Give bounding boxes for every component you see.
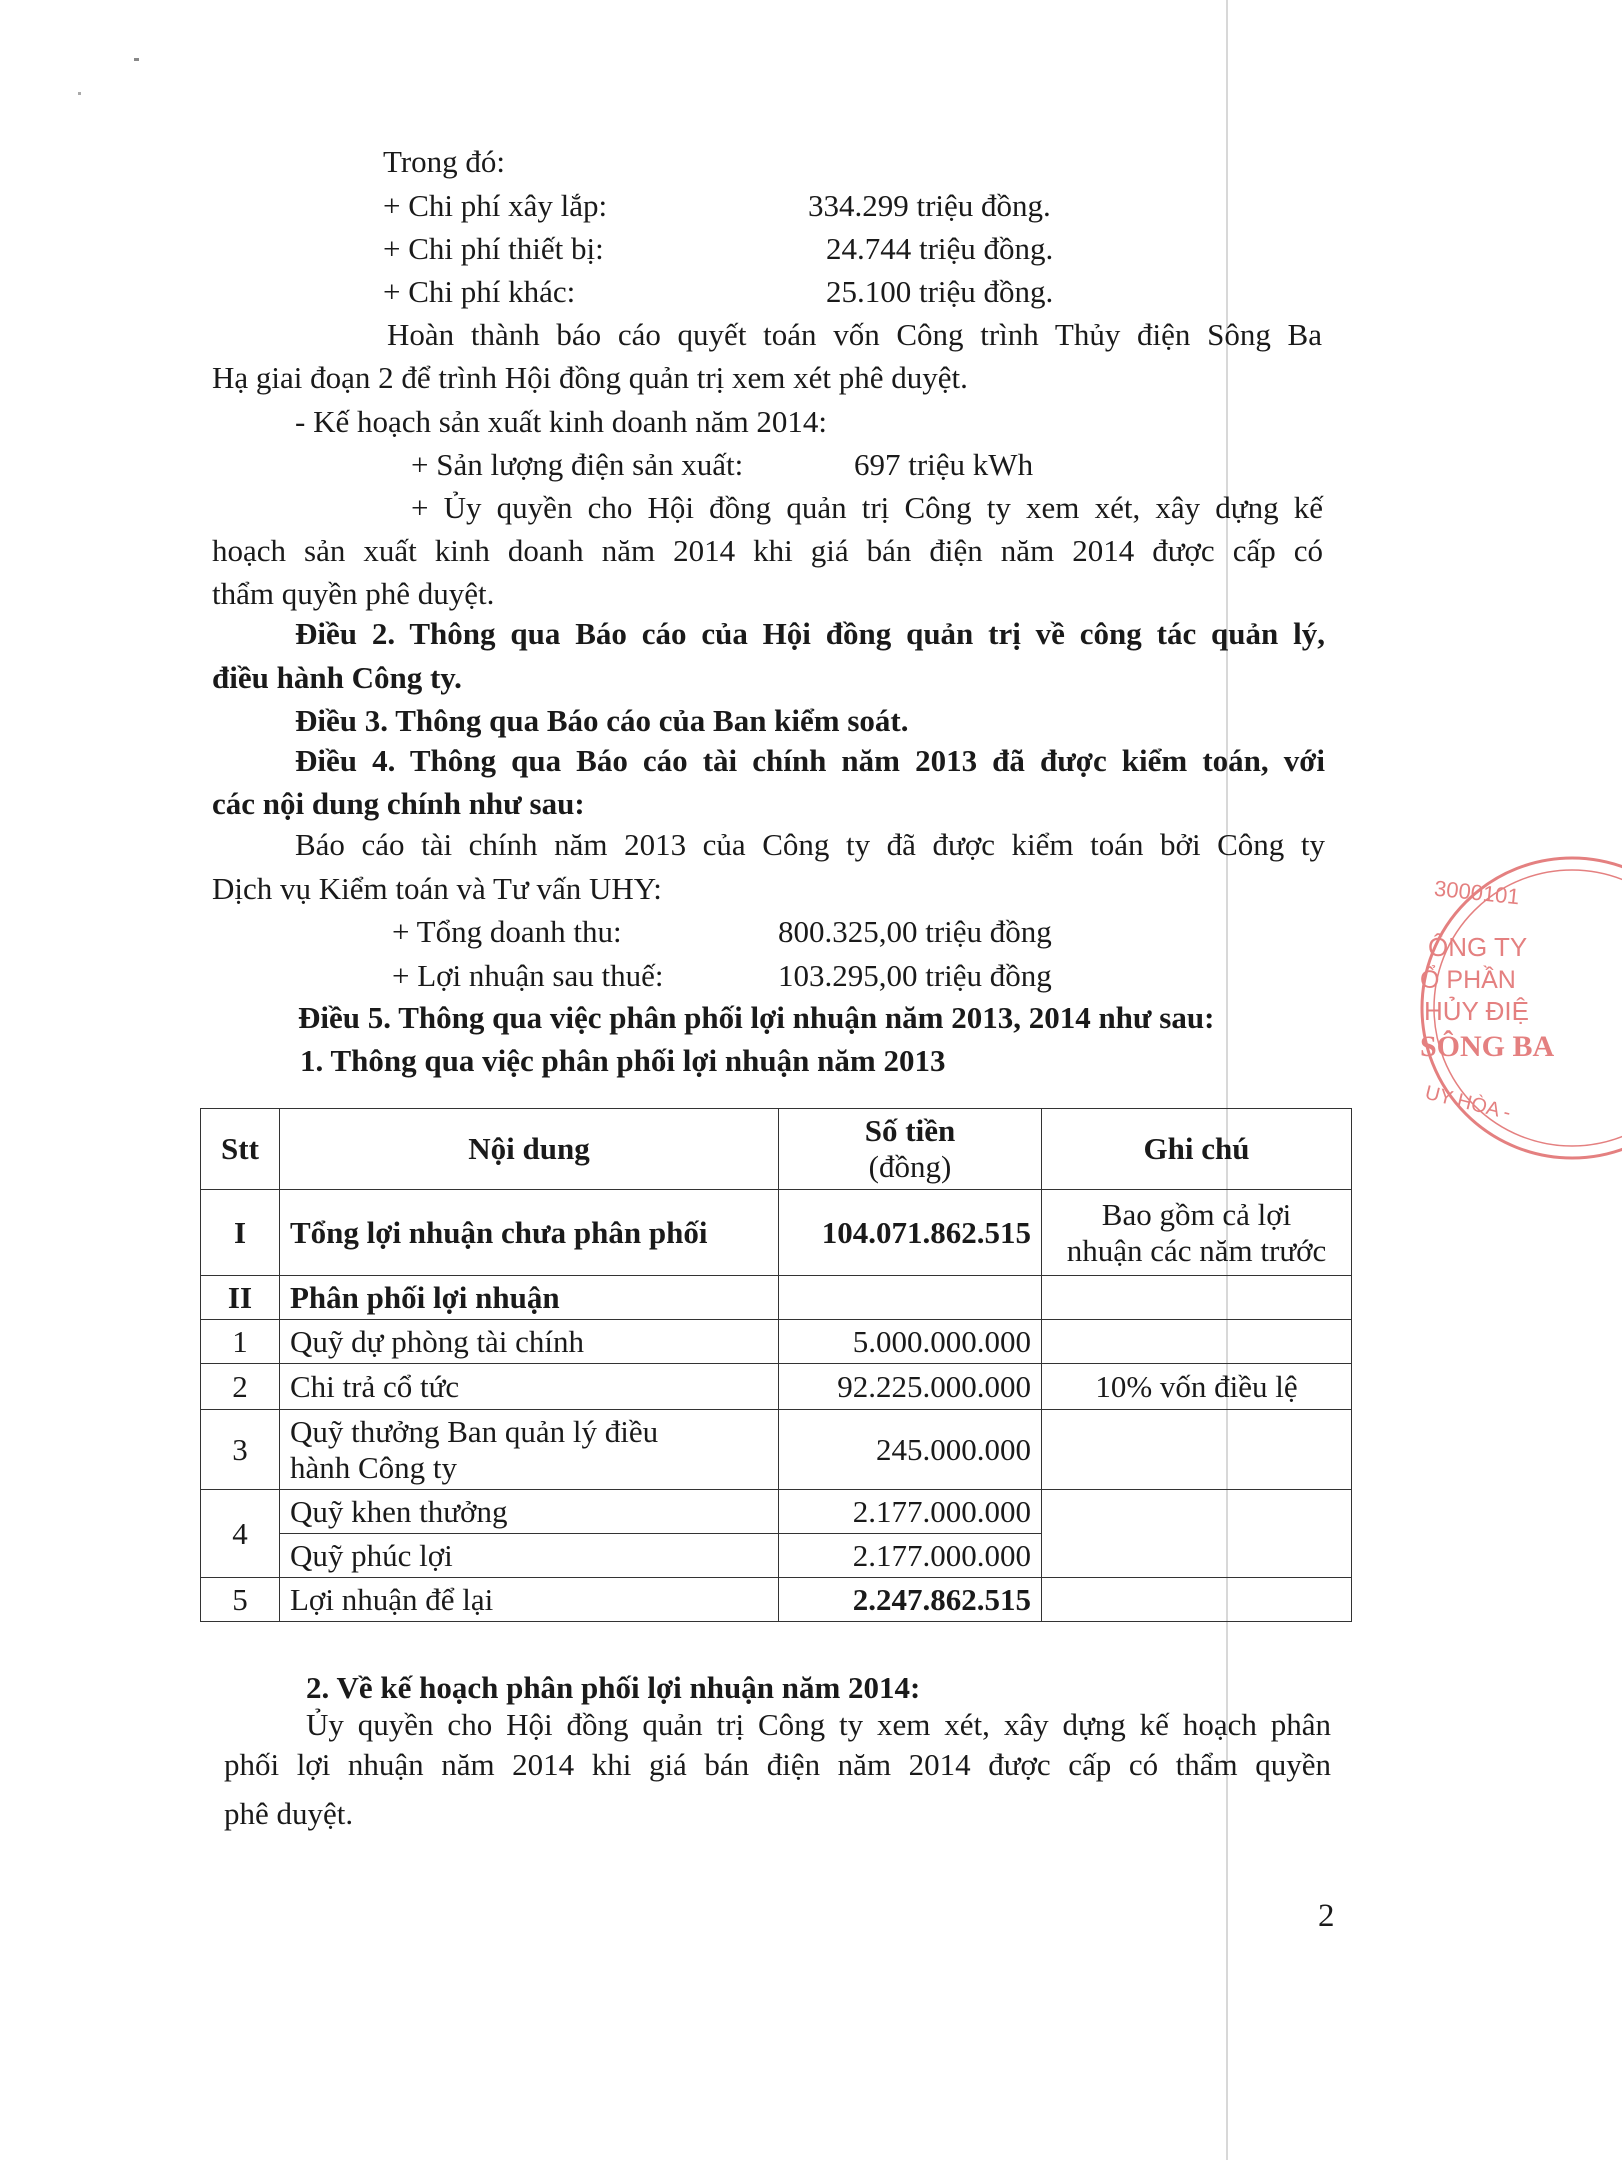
table-row (201, 1190, 1352, 1276)
section-2-heading: 2. Về kế hoạch phân phối lợi nhuận năm 2014: (306, 1670, 921, 1705)
seal-location: UY HÒA - (1422, 1081, 1513, 1125)
cell-ghi-chu (1042, 1190, 1352, 1276)
cell-ghi-chu (1042, 1276, 1352, 1320)
header-so-tien-line1: Số tiền (864, 1113, 956, 1148)
cell-stt: 2 (201, 1364, 280, 1410)
cost-equipment-value: 24.744 triệu đồng. (826, 231, 1054, 266)
article-2-line: Điều 2. Thông qua Báo cáo của Hội đồng quản trị về công tác quản lý, (295, 616, 1325, 651)
authorization-line: hoạch sản xuất kinh doanh năm 2014 khi giá bán điện năm 2014 được cấp có (212, 533, 1323, 568)
cell-so-tien: 2.177.000.000 (779, 1534, 1042, 1578)
seal-text: HỦY ĐIỆ (1424, 996, 1529, 1026)
cell-ghi-chu (1042, 1410, 1352, 1490)
page-number: 2 (1318, 1898, 1335, 1934)
cell-noi-dung (280, 1410, 779, 1490)
header-ghi-chu: Ghi chú (1042, 1109, 1352, 1190)
cell-noi-dung: Quỹ phúc lợi (280, 1534, 779, 1578)
cell-noi-dung: Phân phối lợi nhuận (280, 1276, 779, 1320)
cell-so-tien (779, 1276, 1042, 1320)
company-seal (1412, 875, 1622, 1138)
cell-so-tien: 2.177.000.000 (779, 1490, 1042, 1534)
revenue-label: + Tổng doanh thu: (392, 914, 622, 949)
section-1-heading: 1. Thông qua việc phân phối lợi nhuận năm 2013 (300, 1043, 946, 1078)
seal-code: 3000101 (1432, 875, 1521, 910)
cell-noi-dung: Quỹ khen thưởng (280, 1490, 779, 1534)
settlement-paragraph-line: Hoàn thành báo cáo quyết toán vốn Công trình Thủy điện Sông Ba (387, 317, 1322, 352)
cost-other-value: 25.100 triệu đồng. (826, 274, 1054, 309)
article-3: Điều 3. Thông qua Báo cáo của Ban kiểm soát. (295, 703, 909, 738)
cell-so-tien: 5.000.000.000 (779, 1320, 1042, 1364)
cell-stt: 3 (201, 1410, 280, 1490)
table-row (201, 1320, 1352, 1364)
article-5: Điều 5. Thông qua việc phân phối lợi nhuận năm 2013, 2014 như sau: (298, 1000, 1215, 1035)
seal-text: Ổ PHẦN (1420, 966, 1516, 994)
cell-ghi-chu-line2: nhuận các năm trước (1066, 1232, 1327, 1268)
settlement-paragraph-line: Hạ giai đoạn 2 để trình Hội đồng quản trị xem xét phê duyệt. (212, 360, 968, 395)
cell-stt: II (201, 1276, 280, 1320)
cost-construction-value: 334.299 triệu đồng. (808, 188, 1051, 223)
cell-so-tien: 2.247.862.515 (779, 1578, 1042, 1622)
profit-distribution-table (200, 1108, 1352, 1622)
article-4-line: Điều 4. Thông qua Báo cáo tài chính năm 2013 đã được kiểm toán, với (295, 743, 1325, 778)
cell-ghi-chu: 10% vốn điều lệ (1042, 1364, 1352, 1410)
cell-ghi-chu (1042, 1320, 1352, 1364)
table-row (201, 1578, 1352, 1622)
article-2-line: điều hành Công ty. (212, 660, 462, 695)
cell-ghi-chu (1042, 1578, 1352, 1622)
header-so-tien-line2: (đồng) (868, 1149, 952, 1184)
output-label: + Sản lượng điện sản xuất: (411, 447, 744, 482)
net-profit-label: + Lợi nhuận sau thuế: (392, 958, 664, 993)
cell-so-tien: 92.225.000.000 (779, 1364, 1042, 1410)
financial-report-line: Báo cáo tài chính năm 2013 của Công ty đã được kiểm toán bởi Công ty (295, 827, 1325, 862)
business-plan-heading: - Kế hoạch sản xuất kinh doanh năm 2014: (295, 404, 828, 439)
cell-noi-dung-line2: hành Công ty (290, 1449, 458, 1485)
cell-stt: 4 (201, 1490, 280, 1578)
cell-noi-dung-line1: Quỹ thưởng Ban quản lý điều (290, 1413, 659, 1449)
authorization-line: + Ủy quyền cho Hội đồng quản trị Công ty xem xét, xây dựng kế (411, 490, 1323, 525)
section-2-paragraph-line: Ủy quyền cho Hội đồng quản trị Công ty xem xét, xây dựng kế hoạch phân (306, 1707, 1331, 1742)
cell-stt: 5 (201, 1578, 280, 1622)
table-row (201, 1276, 1352, 1320)
header-so-tien (779, 1109, 1042, 1190)
revenue-value: 800.325,00 triệu đồng (778, 914, 1052, 949)
cell-noi-dung: Chi trả cổ tức (280, 1364, 779, 1410)
output-value: 697 triệu kWh (854, 447, 1034, 482)
trong-do-label: Trong đó: (383, 144, 506, 179)
table-row (201, 1410, 1352, 1490)
cell-stt: I (201, 1190, 280, 1276)
cost-equipment-label: + Chi phí thiết bị: (383, 231, 604, 266)
seal-text: ÔNG TY (1428, 932, 1528, 962)
seal-text: SÔNG BA (1420, 1030, 1555, 1063)
cell-ghi-chu-line1: Bao gồm cả lợi (1101, 1196, 1292, 1232)
table-row (201, 1364, 1352, 1410)
scan-speck (78, 92, 81, 95)
cell-noi-dung: Quỹ dự phòng tài chính (280, 1320, 779, 1364)
scan-speck (134, 58, 139, 61)
cost-other-label: + Chi phí khác: (383, 274, 576, 309)
cost-construction-label: + Chi phí xây lắp: (383, 188, 608, 223)
net-profit-value: 103.295,00 triệu đồng (778, 958, 1052, 993)
section-2-paragraph-line: phê duyệt. (224, 1796, 354, 1831)
cell-ghi-chu (1042, 1490, 1352, 1578)
cell-so-tien: 104.071.862.515 (779, 1190, 1042, 1276)
section-2-paragraph-line: phối lợi nhuận năm 2014 khi giá bán điện năm 2014 được cấp có thẩm quyền (224, 1747, 1331, 1782)
cell-noi-dung: Lợi nhuận để lại (280, 1578, 779, 1622)
cell-stt: 1 (201, 1320, 280, 1364)
header-noi-dung: Nội dung (280, 1109, 779, 1190)
cell-noi-dung: Tổng lợi nhuận chưa phân phối (280, 1190, 779, 1276)
article-4-line: các nội dung chính như sau: (212, 786, 585, 821)
table-row (201, 1490, 1352, 1534)
authorization-line: thẩm quyền phê duyệt. (212, 576, 495, 611)
header-stt: Stt (201, 1109, 280, 1190)
financial-report-line: Dịch vụ Kiểm toán và Tư vấn UHY: (212, 871, 662, 906)
cell-so-tien: 245.000.000 (779, 1410, 1042, 1490)
table-header-row (201, 1109, 1352, 1190)
